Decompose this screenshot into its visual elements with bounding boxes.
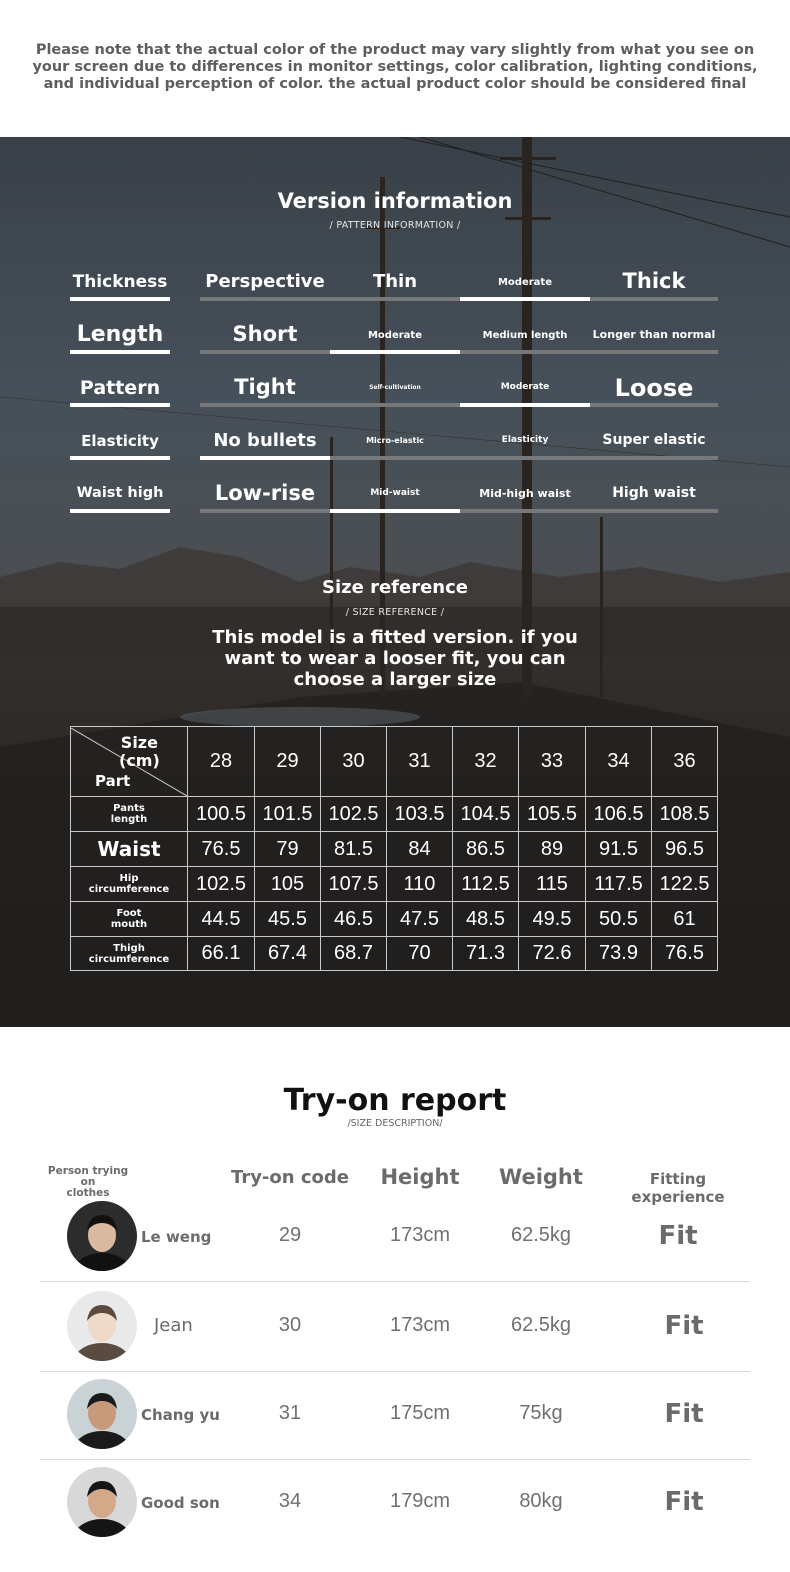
option-bar <box>460 297 590 301</box>
option-bar <box>200 350 330 354</box>
attribute-option: Micro-elastic <box>366 435 424 445</box>
size-row <box>71 832 718 867</box>
attribute-underline <box>70 297 170 301</box>
size-row <box>71 867 718 902</box>
attribute-option: Low-rise <box>214 481 316 506</box>
size-row-label: Hip circumference <box>71 867 188 902</box>
info-panel <box>0 137 790 1027</box>
size-value: 45.5 <box>255 902 321 937</box>
fit-result: Fit <box>664 1399 704 1429</box>
size-value: 122.5 <box>652 867 718 902</box>
version-title: Version information <box>277 189 513 213</box>
attribute-option: Medium length <box>482 329 568 341</box>
size-value: 100.5 <box>188 797 255 832</box>
attribute-option: Short <box>232 322 298 347</box>
attribute-option: Loose <box>614 373 694 402</box>
size-value: 101.5 <box>255 797 321 832</box>
attribute-option: Mid-high waist <box>479 486 571 500</box>
option-bar <box>460 350 590 354</box>
size-value: 91.5 <box>586 832 652 867</box>
row-divider <box>40 1281 750 1282</box>
attribute-option: High waist <box>612 485 696 502</box>
tryon-subtitle: /SIZE DESCRIPTION/ <box>347 1118 443 1129</box>
size-value: 79 <box>255 832 321 867</box>
size-col-header: 29 <box>255 727 321 797</box>
person-name: Chang yu <box>141 1406 220 1424</box>
size-value: 89 <box>519 832 586 867</box>
size-col-header: 28 <box>188 727 255 797</box>
option-bar <box>200 456 330 460</box>
tryon-code: 31 <box>278 1402 302 1424</box>
size-value: 86.5 <box>453 832 519 867</box>
size-row <box>71 797 718 832</box>
size-value: 71.3 <box>453 937 519 971</box>
size-value: 73.9 <box>586 937 652 971</box>
size-value: 117.5 <box>586 867 652 902</box>
size-value: 72.6 <box>519 937 586 971</box>
size-col-header: 30 <box>321 727 387 797</box>
size-row-label: Pants length <box>71 797 188 832</box>
option-bar <box>330 403 460 407</box>
attribute-option: Moderate <box>367 329 422 341</box>
size-col-header: 32 <box>453 727 519 797</box>
size-value: 50.5 <box>586 902 652 937</box>
person-height: 175cm <box>389 1402 451 1424</box>
attribute-option: No bullets <box>213 430 317 452</box>
size-value: 70 <box>387 937 453 971</box>
size-header-row <box>71 727 718 797</box>
corner-size-label: Size (cm) <box>119 732 160 770</box>
tryon-code: 30 <box>278 1314 302 1336</box>
size-value: 108.5 <box>652 797 718 832</box>
size-col-header: 33 <box>519 727 586 797</box>
size-value: 68.7 <box>321 937 387 971</box>
option-bar <box>590 403 718 407</box>
option-bar <box>590 509 718 513</box>
size-col-header: 34 <box>586 727 652 797</box>
option-bar <box>330 509 460 513</box>
attribute-option: Self-cultivation <box>369 383 421 391</box>
size-value: 102.5 <box>188 867 255 902</box>
size-row-label: Thigh circumference <box>71 937 188 971</box>
option-bar <box>330 350 460 354</box>
size-value: 106.5 <box>586 797 652 832</box>
size-value: 49.5 <box>519 902 586 937</box>
attribute-label: Thickness <box>72 271 168 292</box>
size-value: 105 <box>255 867 321 902</box>
size-value: 110 <box>387 867 453 902</box>
size-note: This model is a fitted version. if you want to wear a looser fit, you can choose a larger size <box>212 627 578 690</box>
size-value: 81.5 <box>321 832 387 867</box>
size-value: 46.5 <box>321 902 387 937</box>
attribute-label: Elasticity <box>81 431 159 450</box>
fit-result: Fit <box>664 1487 704 1517</box>
attribute-option: Moderate <box>497 276 552 288</box>
avatar <box>67 1467 137 1537</box>
option-bar <box>460 456 590 460</box>
size-corner-cell <box>71 727 188 797</box>
attribute-underline <box>70 403 170 407</box>
option-bar <box>460 509 590 513</box>
fit-result: Fit <box>658 1221 698 1251</box>
person-name: Good son <box>141 1494 220 1512</box>
size-row-label: Waist <box>71 832 188 867</box>
avatar <box>67 1291 137 1361</box>
attribute-option: Thin <box>372 271 418 293</box>
version-subtitle: / PATTERN INFORMATION / <box>329 220 461 231</box>
size-value: 48.5 <box>453 902 519 937</box>
option-bar <box>460 403 590 407</box>
person-weight: 62.5kg <box>510 1224 572 1246</box>
fit-result: Fit <box>664 1311 704 1341</box>
size-col-header: 31 <box>387 727 453 797</box>
attribute-label: Length <box>76 321 164 347</box>
size-value: 47.5 <box>387 902 453 937</box>
tryon-code: 29 <box>278 1224 302 1246</box>
attribute-label: Pattern <box>79 376 161 399</box>
size-value: 61 <box>652 902 718 937</box>
row-divider <box>40 1371 750 1372</box>
option-bar <box>330 297 460 301</box>
attribute-underline <box>70 456 170 460</box>
tryon-title: Try-on report <box>283 1083 507 1118</box>
size-table <box>70 726 718 971</box>
header-person: Person trying on clothes <box>47 1165 129 1199</box>
size-value: 102.5 <box>321 797 387 832</box>
size-row <box>71 937 718 971</box>
header-fit: Fitting experience <box>631 1170 725 1206</box>
attribute-option: Moderate <box>500 382 550 393</box>
option-bar <box>590 456 718 460</box>
corner-part-label: Part <box>95 771 131 790</box>
color-notice: Please note that the actual color of the product may vary slightly from what you see on your screen due to differences in monitor settings, color calibration, lighting conditions, and individual perception of color. the actual product color should be considered final <box>32 42 758 92</box>
size-value: 96.5 <box>652 832 718 867</box>
option-bar <box>200 297 330 301</box>
avatar <box>67 1201 137 1271</box>
person-height: 173cm <box>389 1224 451 1246</box>
attribute-option: Super elastic <box>602 432 706 449</box>
size-row <box>71 902 718 937</box>
size-value: 67.4 <box>255 937 321 971</box>
size-value: 112.5 <box>453 867 519 902</box>
attribute-underline <box>70 350 170 354</box>
size-value: 107.5 <box>321 867 387 902</box>
person-weight: 75kg <box>519 1402 563 1424</box>
row-divider <box>40 1459 750 1460</box>
person-weight: 80kg <box>519 1490 563 1512</box>
option-bar <box>200 509 330 513</box>
person-height: 173cm <box>389 1314 451 1336</box>
tryon-code: 34 <box>278 1490 302 1512</box>
attribute-option: Thick <box>622 269 686 294</box>
size-ref-title: Size reference <box>322 577 468 598</box>
size-ref-subtitle: / SIZE REFERENCE / <box>345 607 445 618</box>
person-name: Jean <box>154 1315 193 1336</box>
person-height: 179cm <box>389 1490 451 1512</box>
attribute-option: Elasticity <box>501 435 549 446</box>
person-name: Le weng <box>141 1228 212 1246</box>
size-value: 84 <box>387 832 453 867</box>
attribute-option: Mid-waist <box>370 488 420 499</box>
attribute-underline <box>70 509 170 513</box>
size-value: 76.5 <box>652 937 718 971</box>
option-bar <box>590 350 718 354</box>
size-value: 76.5 <box>188 832 255 867</box>
attribute-label: Waist high <box>76 485 164 502</box>
header-height: Height <box>380 1165 460 1189</box>
person-weight: 62.5kg <box>510 1314 572 1336</box>
size-value: 44.5 <box>188 902 255 937</box>
size-value: 66.1 <box>188 937 255 971</box>
option-bar <box>200 403 330 407</box>
avatar <box>67 1379 137 1449</box>
size-value: 103.5 <box>387 797 453 832</box>
size-col-header: 36 <box>652 727 718 797</box>
size-value: 104.5 <box>453 797 519 832</box>
size-value: 115 <box>519 867 586 902</box>
attribute-option: Perspective <box>205 271 325 293</box>
header-code: Try-on code <box>231 1167 349 1188</box>
header-weight: Weight <box>499 1165 583 1189</box>
option-bar <box>590 297 718 301</box>
size-row-label: Foot mouth <box>71 902 188 937</box>
option-bar <box>330 456 460 460</box>
attribute-option: Tight <box>234 375 296 400</box>
attribute-option: Longer than normal <box>592 327 716 341</box>
size-value: 105.5 <box>519 797 586 832</box>
